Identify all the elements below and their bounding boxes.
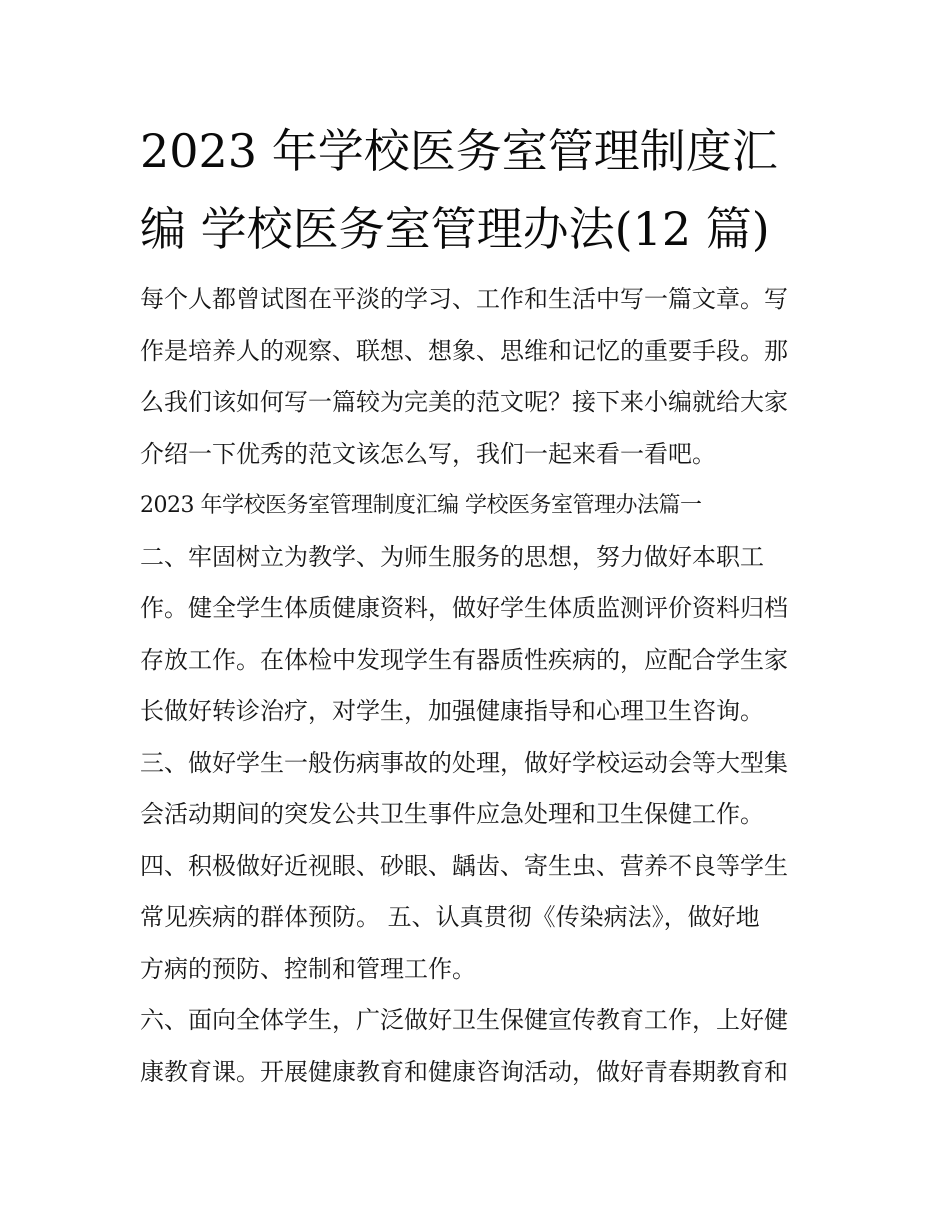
title-line-1: 2023 年学校医务室管理制度汇 — [140, 124, 778, 178]
body-paragraph — [140, 532, 812, 1099]
body-line-9: 方病的预防、控制和管理工作。 — [140, 954, 476, 983]
document-page — [140, 112, 812, 1098]
section-heading: 2023 年学校医务室管理制度汇编 学校医务室管理办法篇一 — [140, 493, 702, 518]
body-line-5: 三、做好学生一般伤病事故的处理，做好学校运动会等大型集 — [140, 748, 788, 777]
intro-line-2: 作是培养人的观察、联想、想象、思维和记忆的重要手段。那 — [140, 336, 788, 365]
body-line-2: 作。健全学生体质健康资料，做好学生体质监测评价资料归档 — [140, 594, 788, 622]
intro-line-3: 么我们该如何写一篇较为完美的范文呢？接下来小编就给大家 — [140, 388, 788, 416]
body-line-1: 二、牢固树立为教学、为师生服务的思想，努力做好本职工 — [140, 542, 764, 571]
body-line-7: 四、积极做好近视眼、砂眼、龋齿、寄生虫、营养不良等学生 — [140, 851, 788, 880]
intro-paragraph — [140, 274, 812, 480]
body-line-11: 康教育课。开展健康教育和健康咨询活动，做好青春期教育和 — [140, 1057, 788, 1086]
body-line-8: 常见疾病的群体预防。 五、认真贯彻《传染病法》，做好地 — [140, 903, 760, 931]
document-body — [140, 274, 812, 1098]
intro-line-1: 每个人都曾试图在平淡的学习、工作和生活中写一篇文章。写 — [140, 285, 788, 313]
body-line-4: 长做好转诊治疗，对学生，加强健康指导和心理卫生咨询。 — [140, 697, 764, 725]
body-line-10: 六、面向全体学生，广泛做好卫生保健宣传教育工作，上好健 — [140, 1006, 788, 1034]
intro-line-4: 介绍一下优秀的范文该怎么写，我们一起来看一看吧。 — [140, 439, 716, 468]
body-line-6: 会活动期间的突发公共卫生事件应急处理和卫生保健工作。 — [140, 800, 764, 828]
body-line-3: 存放工作。在体检中发现学生有器质性疾病的，应配合学生家 — [140, 645, 788, 674]
document-title — [140, 112, 812, 268]
title-line-2: 编 学校医务室管理办法(12 篇) — [140, 202, 770, 256]
